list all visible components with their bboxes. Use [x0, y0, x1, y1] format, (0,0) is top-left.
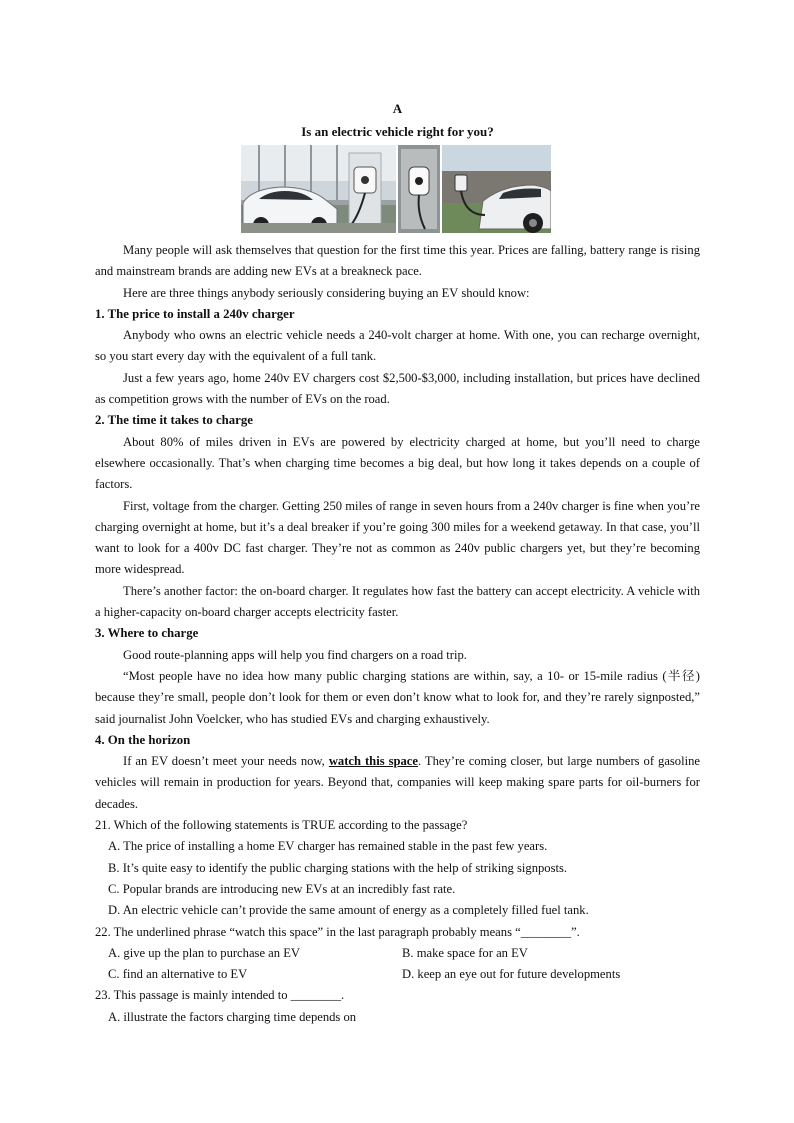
section-heading: 3. Where to charge	[95, 626, 199, 641]
section-paragraph: There’s another factor: the on-board charger. It regulates how fast the battery can accept electricity. A vehicle with a higher-capacity on-board charger accepts electricity faster.	[95, 583, 700, 620]
section-paragraph: Good route-planning apps will help you find chargers on a road trip.	[123, 647, 467, 662]
question-22-options-row	[95, 943, 700, 964]
horizon-paragraph	[95, 751, 700, 815]
intro-paragraph: Many people will ask themselves that question for the first time this year. Prices are falling, battery range is rising and mainstream brands are adding new EVs at a breakneck pace.	[95, 243, 700, 279]
section-heading: 4. On the horizon	[95, 732, 191, 747]
section-paragraph: Just a few years ago, home 240v EV chargers cost $2,500-$3,000, including installation, but prices have declined as competition grows with the number of EVs on the road.	[95, 370, 700, 407]
passage-body	[95, 240, 700, 1028]
intro-paragraph: Here are three things anybody seriously considering buying an EV should know:	[123, 285, 530, 300]
question-22-options-row	[95, 964, 700, 985]
section-paragraph: First, voltage from the charger. Getting 250 miles of range in seven hours from a 240v charger is fine when you’re charging overnight at home, but it’s a deal breaker if you’re going 300 miles for a weekend getaway. In that case, you’ll want to look for a 400v DC fast charger. They’re not as common as 240v public chargers yet, but they’re becoming more widespread.	[95, 498, 700, 577]
section-paragraph: Anybody who owns an electric vehicle needs a 240-volt charger at home. With one, you can recharge overnight, so you start every day with the equivalent of a full tank.	[95, 328, 700, 364]
section-letter: A	[392, 101, 403, 116]
question-21-option-d[interactable]: D. An electric vehicle can’t provide the same amount of energy as a completely filled fuel tank.	[108, 903, 589, 918]
question-21-option-b[interactable]: B. It’s quite easy to identify the public charging stations with the help of striking signposts.	[108, 860, 568, 875]
section-paragraph: About 80% of miles driven in EVs are powered by electricity charged at home, but you’ll need to charge elsewhere occasionally. That’s when charging time becomes a big deal, but how long it takes depends on a couple of factors.	[95, 434, 700, 492]
question-22-option-d[interactable]: D. keep an eye out for future developments	[402, 967, 621, 982]
question-21-stem: 21. Which of the following statements is TRUE according to the passage?	[95, 818, 468, 833]
question-22-option-a[interactable]: A. give up the plan to purchase an EV	[108, 945, 300, 960]
question-22-option-c[interactable]: C. find an alternative to EV	[108, 967, 248, 982]
question-22-stem: 22. The underlined phrase “watch this space” in the last paragraph probably means “________”.	[95, 924, 580, 939]
section-heading: 1. The price to install a 240v charger	[95, 306, 295, 321]
section-paragraph: “Most people have no idea how many public charging stations are within, say, a 10- or 15-mile radius (半径) because they’re small, people don’t look for them or even don’t know what to look for, and they’re rarely signposted,” said journalist John Voelcker, who has studied EVs and charging exhaustively.	[95, 668, 700, 726]
question-22-option-b[interactable]: B. make space for an EV	[402, 945, 528, 960]
horizon-text-after: . They’re coming closer, but large numbers of gasoline vehicles will remain in production for years. Beyond that, companies will keep making spare parts for oil-burners for decades.	[95, 754, 700, 811]
question-21-option-c[interactable]: C. Popular brands are introducing new EVs at an incredibly fast rate.	[108, 881, 456, 896]
section-heading: 2. The time it takes to charge	[95, 413, 253, 428]
underlined-phrase: watch this space	[328, 754, 418, 769]
ev-charger-photo	[241, 145, 551, 233]
passage-title: Is an electric vehicle right for you?	[301, 124, 494, 139]
question-21-option-a[interactable]: A. The price of installing a home EV charger has remained stable in the past few years.	[108, 839, 548, 854]
question-23-stem: 23. This passage is mainly intended to ________.	[95, 988, 345, 1003]
question-23-option-a[interactable]: A. illustrate the factors charging time depends on	[108, 1009, 357, 1024]
horizon-text-before: If an EV doesn’t meet your needs now,	[123, 754, 329, 769]
